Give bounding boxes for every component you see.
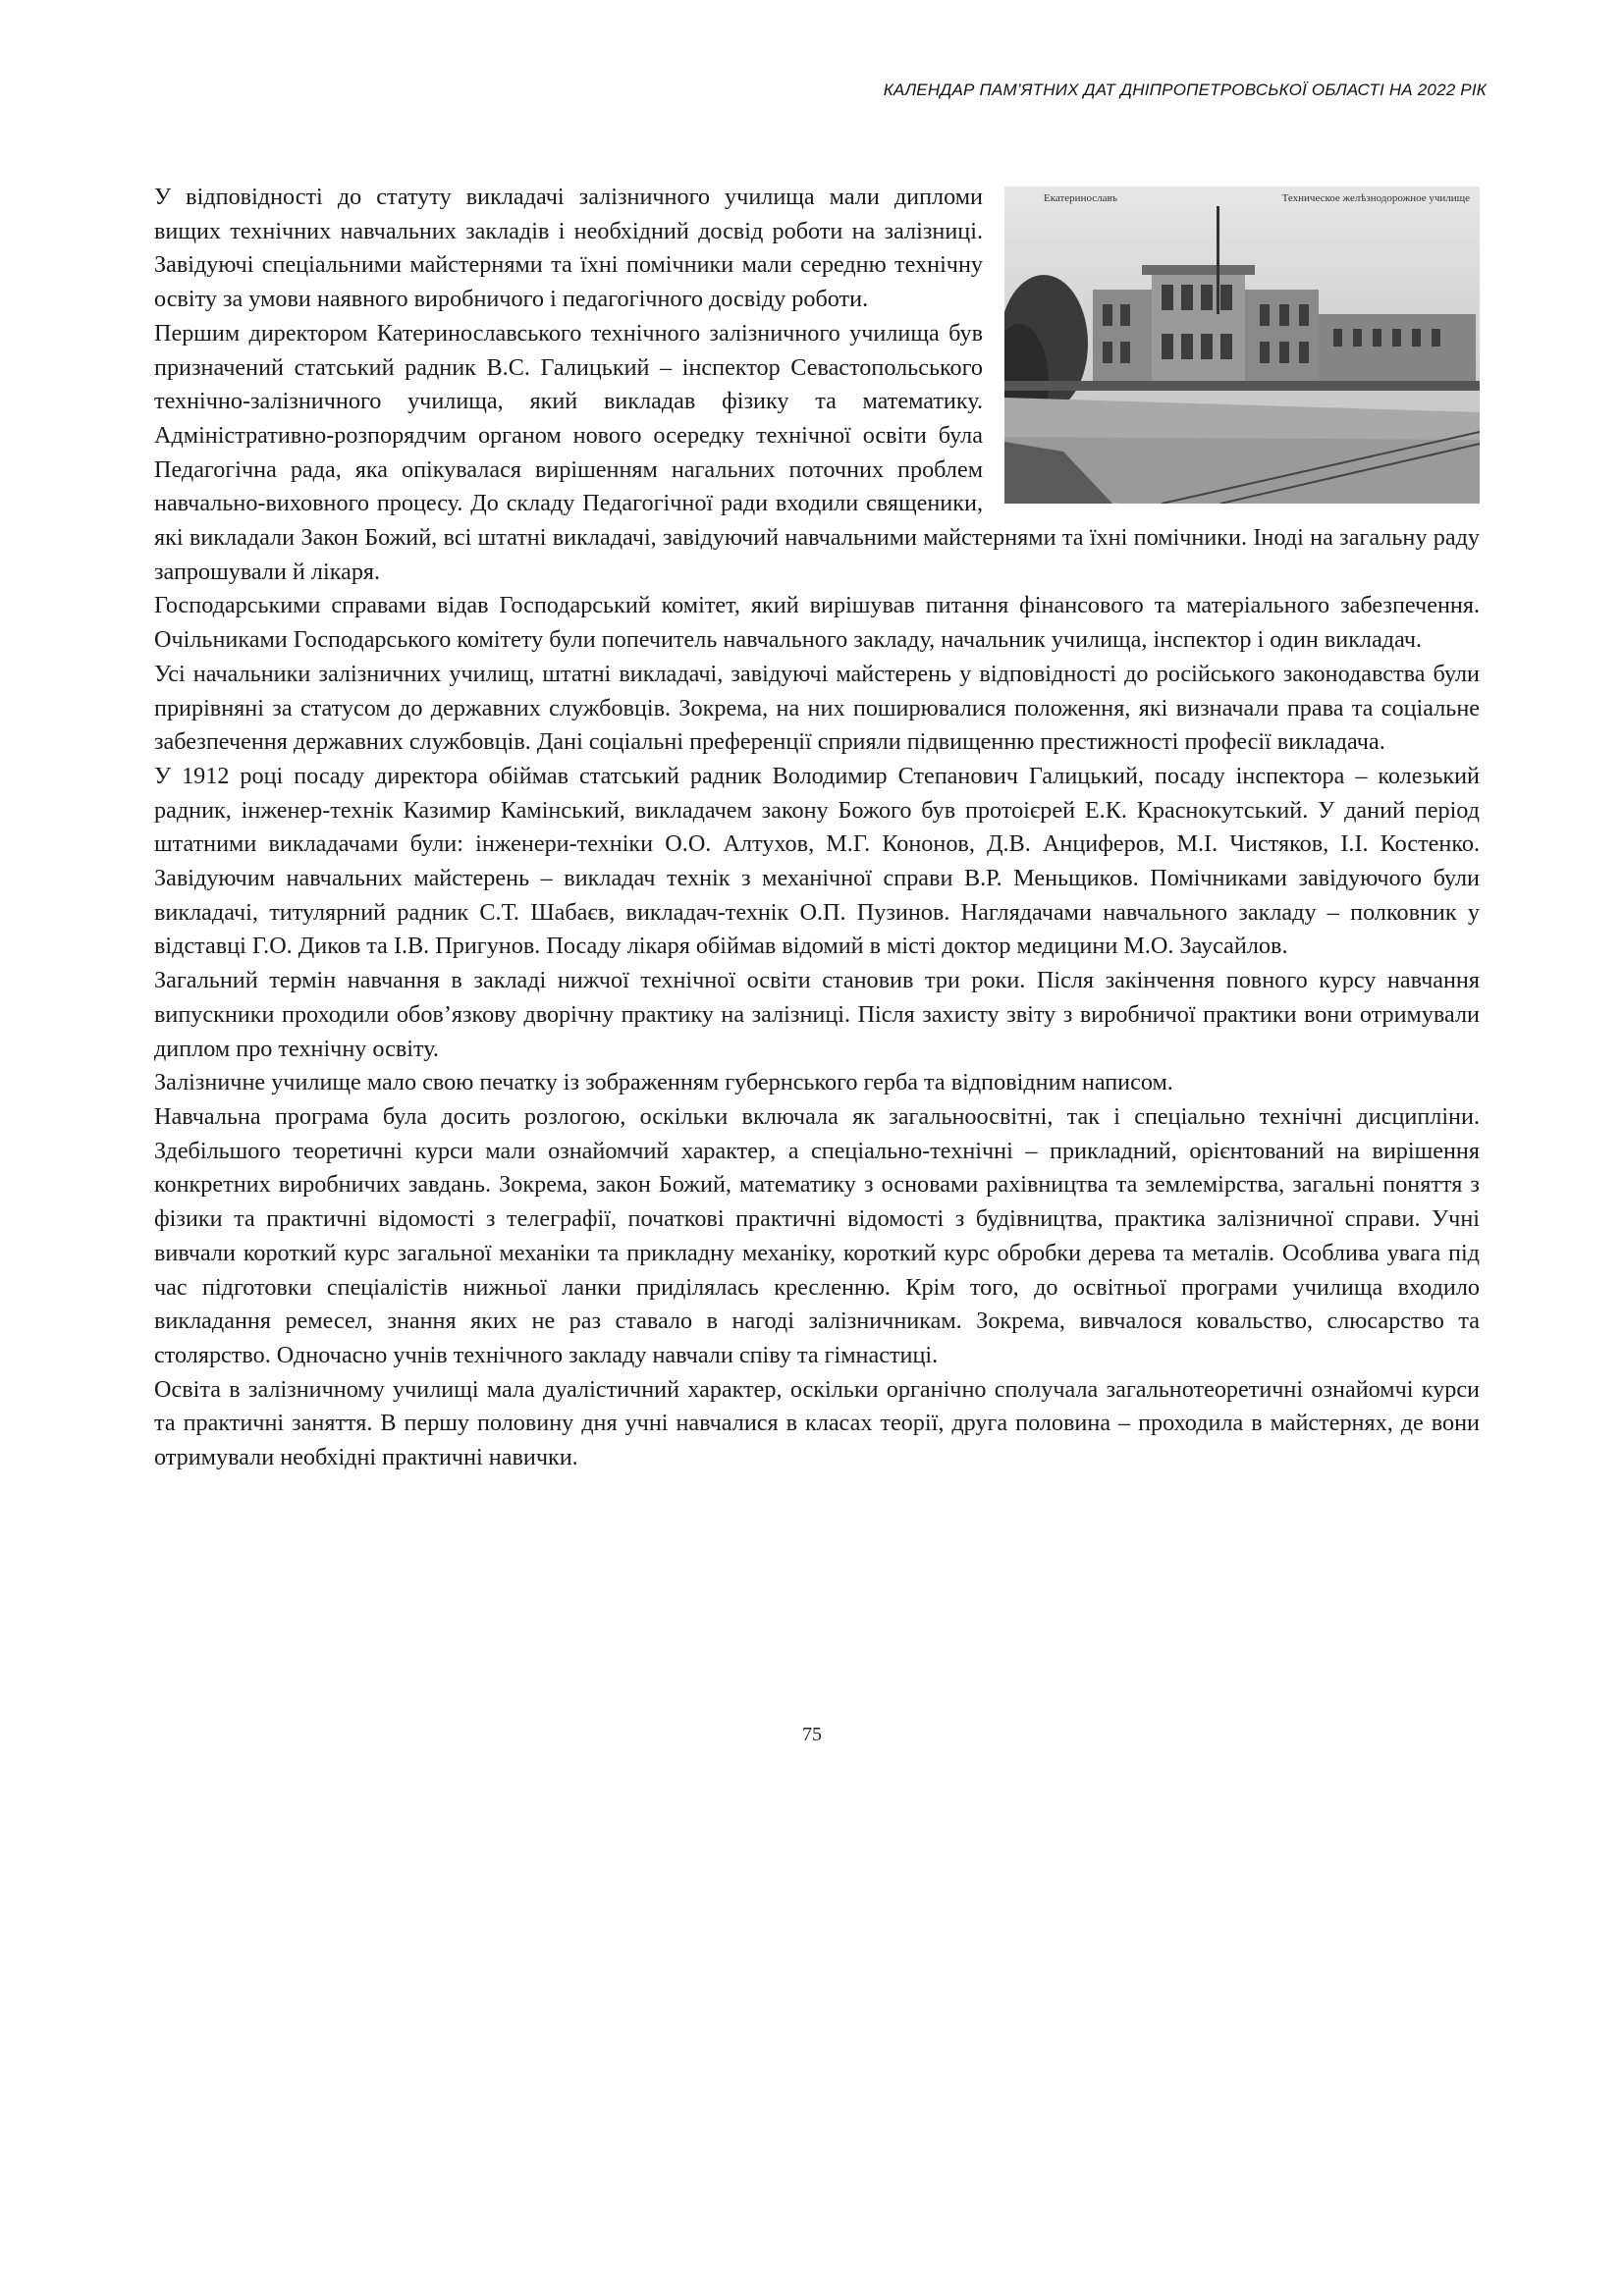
running-header: КАЛЕНДАР ПАМ’ЯТНИХ ДАТ ДНІПРОПЕТРОВСЬКОЇ ОБЛАСТІ НА 2022 РІК [883,80,1487,99]
paragraph: Загальний термін навчання в закладі нижчої технічної освіти становив три роки. Після закінчення повного курсу навчання випускники проходили обов’язкову дворічну практику на залізниці. Після захисту звіту з виробничої практики вони отримували диплом про технічну освіту. [154,967,1480,1062]
page-number: 75 [802,1724,822,1745]
paragraph: Залізничне училище мало свою печатку із зображенням губернського герба та відповідним написом. [154,1069,1173,1096]
photo-caption-left: Екатеринославъ [1044,192,1118,204]
building-illustration [1004,187,1480,504]
paragraph: У відповідності до статуту викладачі залізничного училища мали дипломи вищих технічних навчальних закладів і необхідний досвід роботи на залізниці. Завідуючі спеціальними майстернями та їхні помічники мали середню технічну освіту за умови наявного виробничого і педагогічного досвіду роботи. [154,184,983,313]
document-body [154,181,1480,1475]
paragraph: Усі начальники залізничних училищ, штатні викладачі, завідуючі майстерень у відповідності до російського законодавства були прирівняні за статусом до державних службовців. Зокрема, на них поширювалися положення, які визначали права та соціальне забезпечення державних службовців. Дані соціальні преференції сприяли підвищенню престижності професії викладача. [154,660,1480,756]
photo-caption-right: Техническое желѣзнодорожное училище [1281,192,1470,204]
paragraph: Освіта в залізничному училищі мала дуалістичний характер, оскільки органічно сполучала загальнотеоретичні ознайомчі курси та практичні заняття. В першу половину дня учні навчалися в класах теорії, друга половина – проходила в майстернях, де вони отримували необхідні практичні навички. [154,1375,1480,1471]
paragraph: У 1912 році посаду директора обіймав статський радник Володимир Степанович Галицький, посаду інспектора – колезький радник, інженер-технік Казимир Камінський, викладачем закону Божого був протоієрей Е.К. Краснокутський. У даний період штатними викладачами були: інженери-техніки О.О. Алтухов, М.Г. Кононов, Д.В. Анциферов, М.І. Чистяков, І.І. Костенко. Завідуючим навчальних майстерень – викладач технік з механічної справи В.Р. Меньщиков. Помічниками завідуючого були викладачі, титулярний радник С.Т. Шабаєв, викладач-технік О.П. Пузинов. Наглядачами навчального закладу – полковник у відставці Г.О. Диков та І.В. Пригунов. Посаду лікаря обіймав відомий в місті доктор медицини М.О. Заусайлов. [154,762,1480,960]
paragraph: Першим директором Катеринославського технічного залізничного училища був призначений статський радник В.С. Галицький – інспектор Севастопольського технічно-залізничного училища, який викладав фізику та математику. Адміністративно-розпорядчим органом нового осередку технічної освіти була Педагогічна рада, яка опікувалася вирішенням нагальних поточних проблем навчально-виховного процесу. До складу Педагогічної ради входили священики, які викладали Закон Божий, всі штатні викладачі, завідуючий навчальними майстернями та їхні помічники. Іноді на загальну раду запрошували й лікаря. [154,319,1480,585]
historical-school-photo [1004,187,1480,504]
paragraph: Господарськими справами відав Господарський комітет, який вирішував питання фінансового та матеріального забезпечення. Очільниками Господарського комітету були попечитель навчального закладу, начальник училища, інспектор і один викладач. [154,592,1480,654]
paragraph: Навчальна програма була досить розлогою, оскільки включала як загальноосвітні, так і спеціально технічні дисципліни. Здебільшого теоретичні курси мали ознайомчий характер, а спеціально-технічні – прикладний, орієнтований на вирішення конкретних виробничих завдань. Зокрема, закон Божий, математику з основами рахівництва та землемірства, загальні поняття з фізики та практичні відомості з телеграфії, початкові практичні відомості з будівництва, практика залізничної справи. Учні вивчали короткий курс загальної механіки та прикладну механіку, короткий курс обробки дерева та металів. Особлива увага під час підготовки спеціалістів нижньої ланки приділялась кресленню. Крім того, до освітньої програми училища входило викладання ремесел, знання яких не раз ставало в нагоді залізничникам. Зокрема, вивчалося ковальство, слюсарство та столярство. Одночасно учнів технічного закладу навчали співу та гімнастиці. [154,1102,1480,1368]
